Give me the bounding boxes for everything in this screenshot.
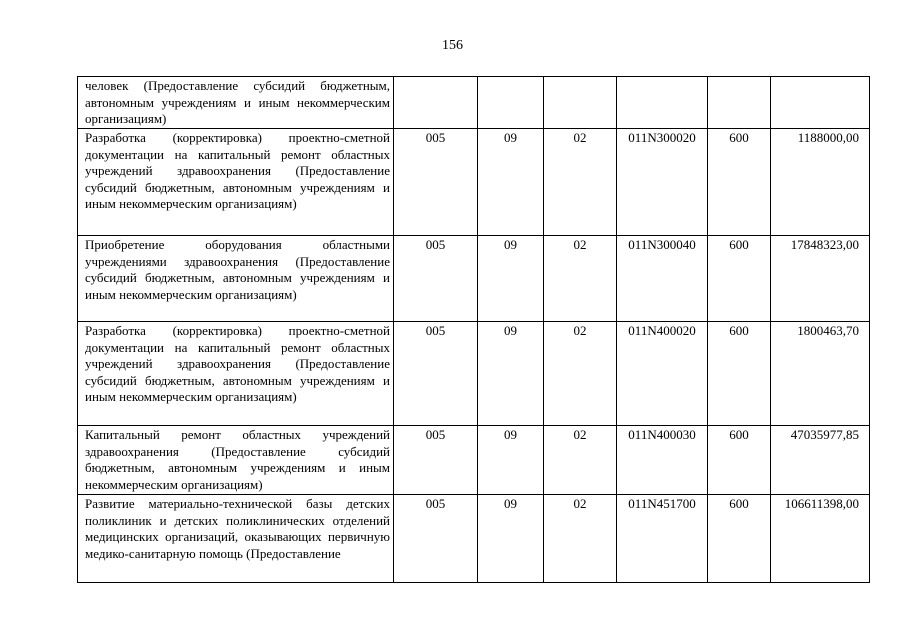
table-row	[78, 426, 870, 495]
cell-ministry-code	[394, 77, 478, 129]
cell-target-article: 011N400020	[617, 322, 708, 426]
cell-target-article: 011N400030	[617, 426, 708, 495]
cell-target-article: 011N300040	[617, 236, 708, 322]
cell-subsection-code	[544, 77, 617, 129]
cell-target-article	[617, 77, 708, 129]
cell-description: Разработка (корректировка) проектно-сметной документации на капитальный ремонт областных учреждений здравоохранения (Предоставление субсидий бюджетным, автономным учреждениям и иным некоммерческим организациям)	[78, 322, 394, 426]
cell-expense-type: 600	[708, 236, 771, 322]
cell-section-code: 09	[478, 495, 544, 583]
table-row	[78, 77, 870, 129]
cell-amount: 47035977,85	[771, 426, 870, 495]
cell-subsection-code: 02	[544, 236, 617, 322]
cell-target-article: 011N451700	[617, 495, 708, 583]
cell-ministry-code: 005	[394, 236, 478, 322]
cell-amount: 1800463,70	[771, 322, 870, 426]
cell-subsection-code: 02	[544, 322, 617, 426]
cell-ministry-code: 005	[394, 322, 478, 426]
table-row	[78, 129, 870, 236]
cell-amount: 1188000,00	[771, 129, 870, 236]
cell-description: Капитальный ремонт областных учреждений здравоохранения (Предоставление субсидий бюджетным, автономным учреждениям и иным некоммерческим организациям)	[78, 426, 394, 495]
cell-expense-type: 600	[708, 426, 771, 495]
cell-amount: 106611398,00	[771, 495, 870, 583]
budget-table	[77, 76, 870, 583]
cell-subsection-code: 02	[544, 495, 617, 583]
cell-section-code: 09	[478, 236, 544, 322]
cell-ministry-code: 005	[394, 129, 478, 236]
table-row	[78, 236, 870, 322]
cell-section-code: 09	[478, 426, 544, 495]
cell-subsection-code: 02	[544, 129, 617, 236]
cell-target-article: 011N300020	[617, 129, 708, 236]
cell-expense-type: 600	[708, 129, 771, 236]
page-number: 156	[442, 38, 463, 53]
cell-amount: 17848323,00	[771, 236, 870, 322]
cell-expense-type	[708, 77, 771, 129]
cell-ministry-code: 005	[394, 426, 478, 495]
cell-expense-type: 600	[708, 495, 771, 583]
cell-amount	[771, 77, 870, 129]
cell-description: Развитие материально-технической базы детских поликлиник и детских поликлинических отделений медицинских организаций, оказывающих первичную медико-санитарную помощь (Предоставление	[78, 495, 394, 583]
cell-description: человек (Предоставление субсидий бюджетным, автономным учреждениям и иным некоммерческим организациям)	[78, 77, 394, 129]
cell-section-code: 09	[478, 129, 544, 236]
cell-subsection-code: 02	[544, 426, 617, 495]
table-row	[78, 495, 870, 583]
table-row	[78, 322, 870, 426]
cell-description: Приобретение оборудования областными учреждениями здравоохранения (Предоставление субсидий бюджетным, автономным учреждениям и иным некоммерческим организациям)	[78, 236, 394, 322]
cell-section-code: 09	[478, 322, 544, 426]
cell-expense-type: 600	[708, 322, 771, 426]
cell-ministry-code: 005	[394, 495, 478, 583]
cell-section-code	[478, 77, 544, 129]
cell-description: Разработка (корректировка) проектно-сметной документации на капитальный ремонт областных учреждений здравоохранения (Предоставление субсидий бюджетным, автономным учреждениям и иным некоммерческим организациям)	[78, 129, 394, 236]
